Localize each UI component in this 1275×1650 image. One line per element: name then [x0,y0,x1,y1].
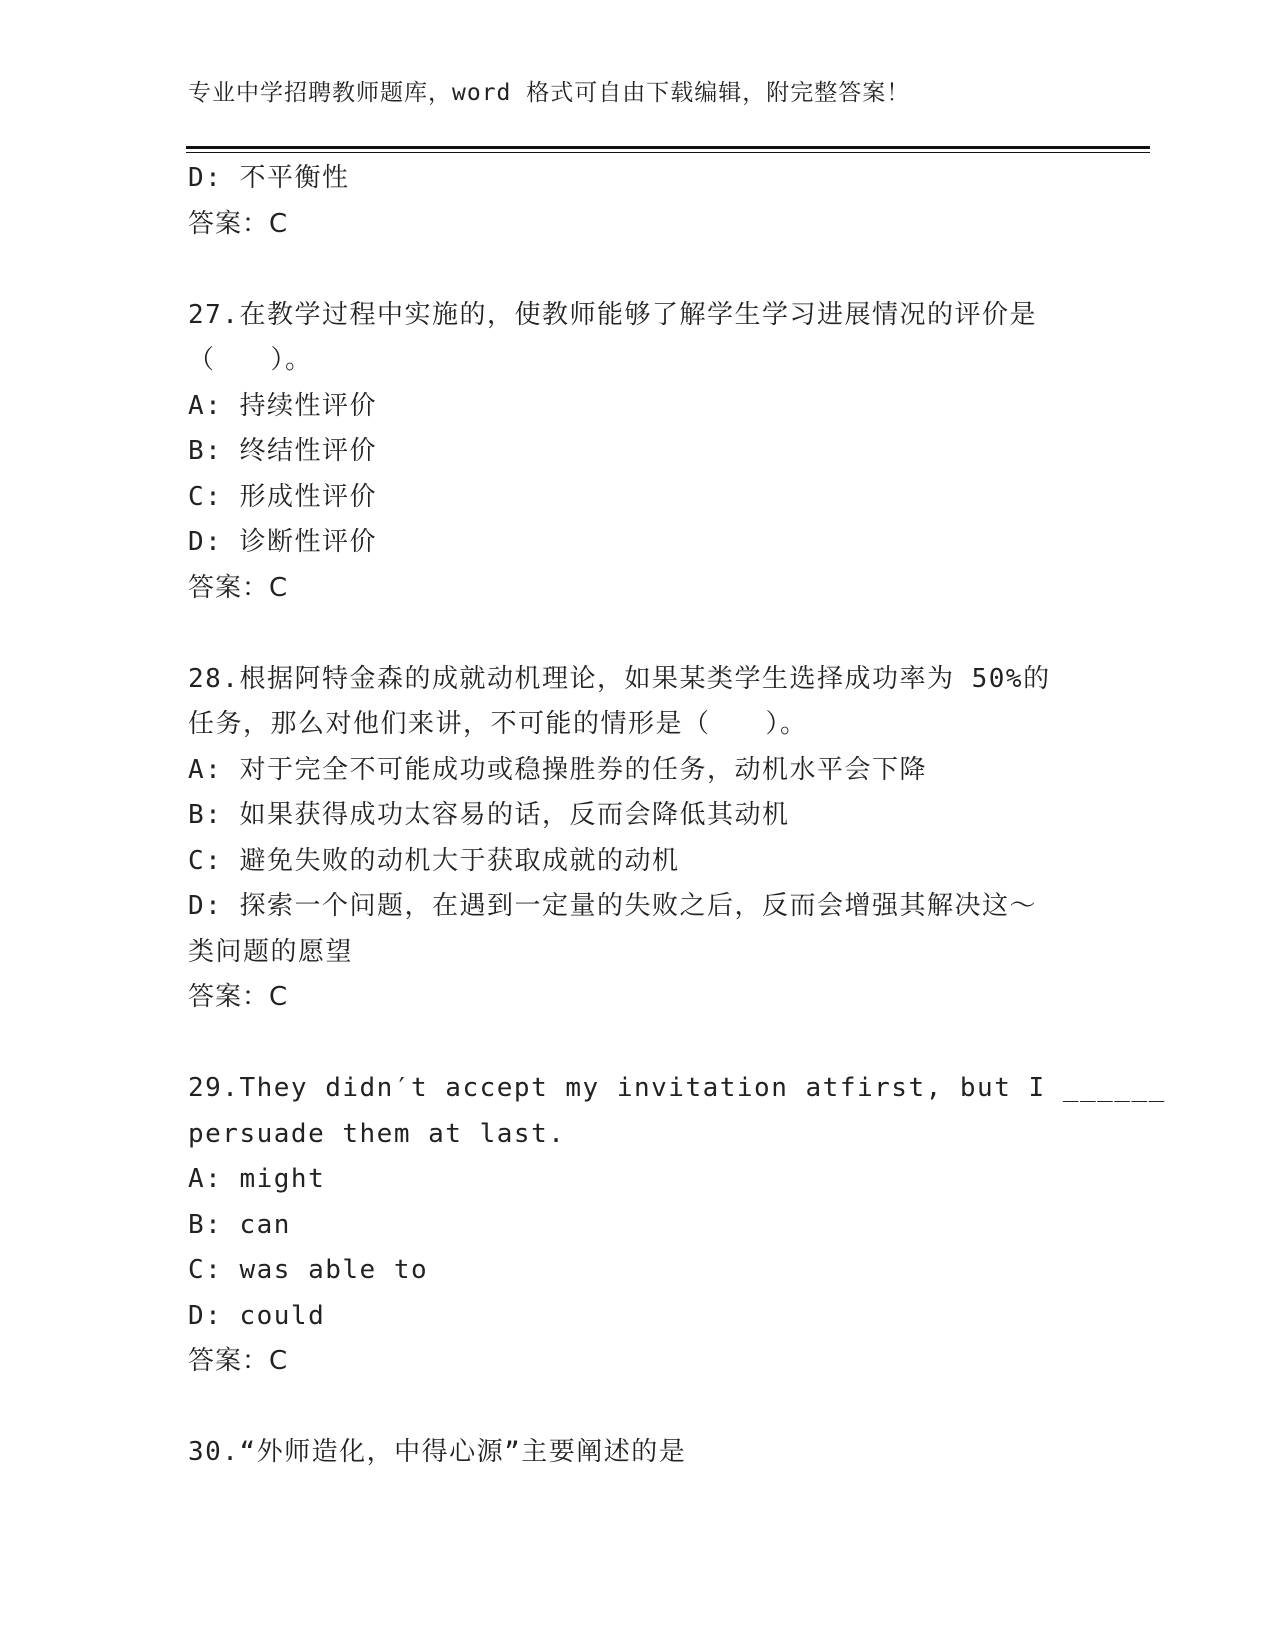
option-d-continuation: 类问题的愿望 [188,936,354,967]
question-27 [188,293,1088,612]
option-c: C: 形成性评价 [188,481,377,512]
option-b: B: 终结性评价 [188,436,377,466]
option-a: A: might [188,1164,326,1194]
question-text-line: persuade them at last. [188,1118,566,1149]
option-a: A: 持续性评价 [188,390,377,421]
spacer [188,247,1088,293]
spacer [188,1021,1088,1067]
option-d: D: 探索一个问题，在遇到一定量的失败之后，反而会增强其解决这～ [188,891,1037,921]
question-text-line: 30.“外师造化，中得心源”主要阐述的是 [188,1437,687,1467]
option-d: D: 诊断性评价 [188,527,377,557]
question-text-line: 28.根据阿特金森的成就动机理论，如果某类学生选择成功率为 50%的 [188,663,1051,694]
question-text-line: （ ）。 [188,345,313,375]
question-text-line: 27.在教学过程中实施的，使教师能够了解学生学习进展情况的评价是 [188,299,1037,330]
question-text-line: 任务，那么对他们来讲，不可能的情形是（ ）。 [188,709,808,739]
question-content [188,156,1166,1476]
spacer [188,1385,1088,1431]
option-d: D: 不平衡性 [188,163,350,193]
header-divider [186,146,1150,153]
question-text-line: 29.They didn′t accept my invitation atfirst, but I ______ [188,1073,1166,1103]
option-c: C: was able to [188,1255,429,1285]
option-c: C: 避免失败的动机大于获取成就的动机 [188,845,680,876]
answer-line: 答案：C [188,208,289,239]
question-26-fragment [188,156,1088,247]
question-29 [188,1066,1166,1385]
option-b: B: can [188,1209,291,1240]
answer-line: 答案：C [188,982,289,1012]
option-d: D: could [188,1300,326,1331]
answer-line: 答案：C [188,572,289,603]
spacer [188,611,1088,657]
page-header: 专业中学招聘教师题库，word 格式可自由下载编辑，附完整答案！ [188,80,911,106]
option-a: A: 对于完全不可能成功或稳操胜券的任务，动机水平会下降 [188,754,927,785]
question-28 [188,657,1088,1021]
question-30 [188,1430,1088,1476]
answer-line: 答案：C [188,1346,289,1376]
option-b: B: 如果获得成功太容易的话，反而会降低其动机 [188,800,790,830]
